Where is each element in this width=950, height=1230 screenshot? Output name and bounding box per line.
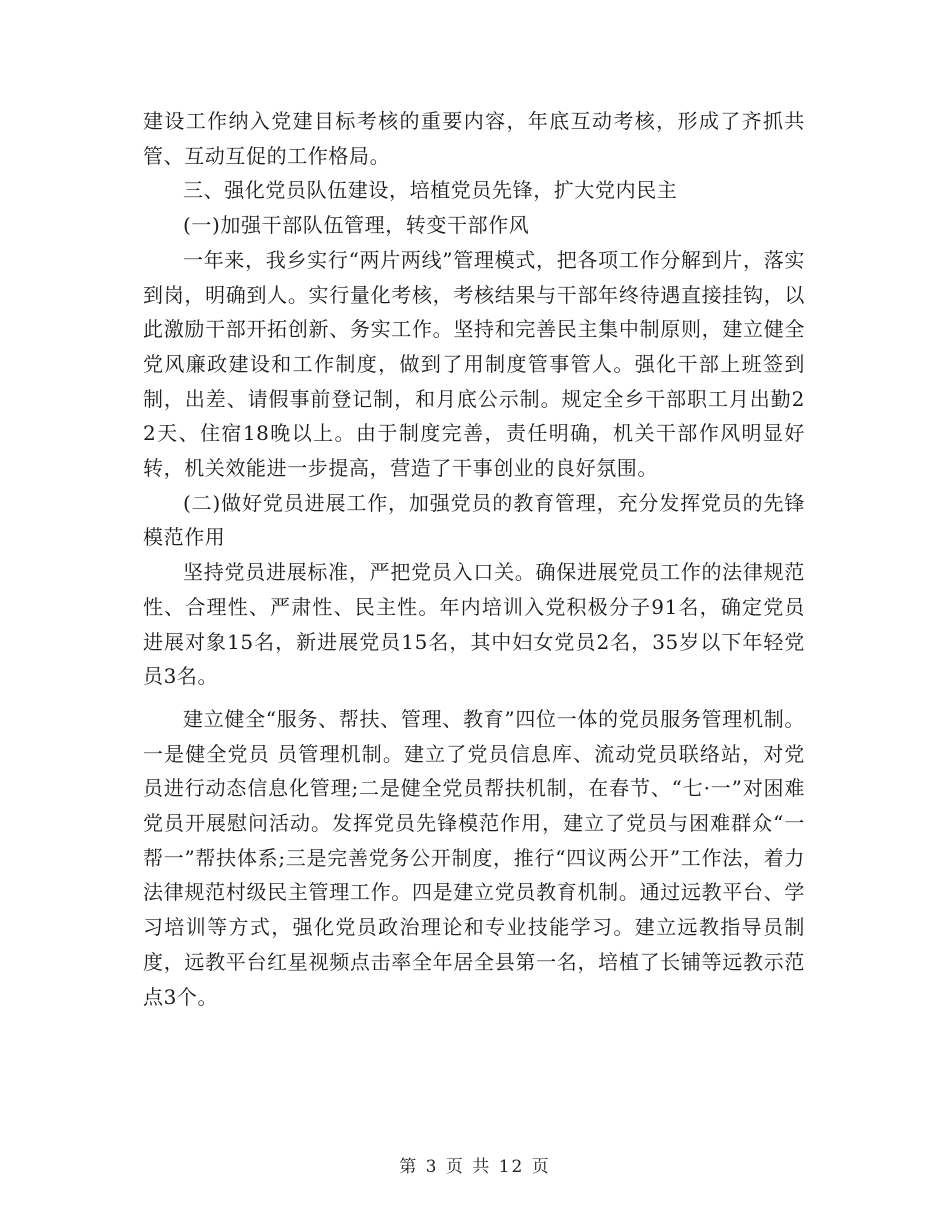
paragraph-continued: 建设工作纳入党建目标考核的重要内容，年底互动考核，形成了齐抓共管、互动互促的工作格局。 (143, 109, 805, 168)
section-heading-3: 三、强化党员队伍建设，培植党员先锋，扩大党内民主 (183, 178, 678, 203)
subsection-heading-1: (一)加强干部队伍管理，转变干部作风 (183, 213, 530, 238)
paragraph-member-development: 坚持党员进展标准，严把党员入口关。确保进展党员工作的法律规范性、合理性、严肃性、民主性。年内培训入党积极分子91名，确定党员进展对象15名，新进展党员15名，其中妇女党员2名，35岁以下年轻党员3名。 (143, 560, 805, 689)
paragraph-cadre-management: 一年来，我乡实行“两片两线”管理模式，把各项工作分解到片，落实到岗，明确到人。实行量化考核，考核结果与干部年终待遇直接挂钩，以此激励干部开拓创新、务实工作。坚持和完善民主集中制原则，建立健全党风廉政建设和工作制度，做到了用制度管事管人。强化干部上班签到制，出差、请假事前登记制，和月底公示制。规定全乡干部职工月出勤22天、住宿18晚以上。由于制度完善，责任明确，机关干部作风明显好转，机关效能进一步提高，营造了干事创业的良好氛围。 (143, 247, 805, 481)
subsection-heading-2: (二)做好党员进展工作，加强党员的教育管理，充分发挥党员的先锋模范作用 (143, 490, 805, 550)
page-number-footer: 第 3 页 共 12 页 (399, 1157, 551, 1177)
paragraph-service-mechanism: 建立健全“服务、帮扶、管理、教育”四位一体的党员服务管理机制。一是健全党员 员管理机制。建立了党员信息库、流动党员联络站，对党员进行动态信息化管理;二是健全党员帮扶机制，在春节、“七·一”对困难党员开展慰问活动。发挥党员先锋模范作用，建立了党员与困难群众“一帮一”帮扶体系;三是完善党务公开制度，推行“四议两公开”工作法，着力法律规范村级民主管理工作。四是建立党员教育机制。通过远教平台、学习培训等方式，强化党员政治理论和专业技能学习。建立远教指导员制度，远教平台红星视频点击率全年居全县第一名，培植了长铺等远教示范点3个。 (143, 706, 805, 1009)
document-body (143, 104, 805, 1014)
